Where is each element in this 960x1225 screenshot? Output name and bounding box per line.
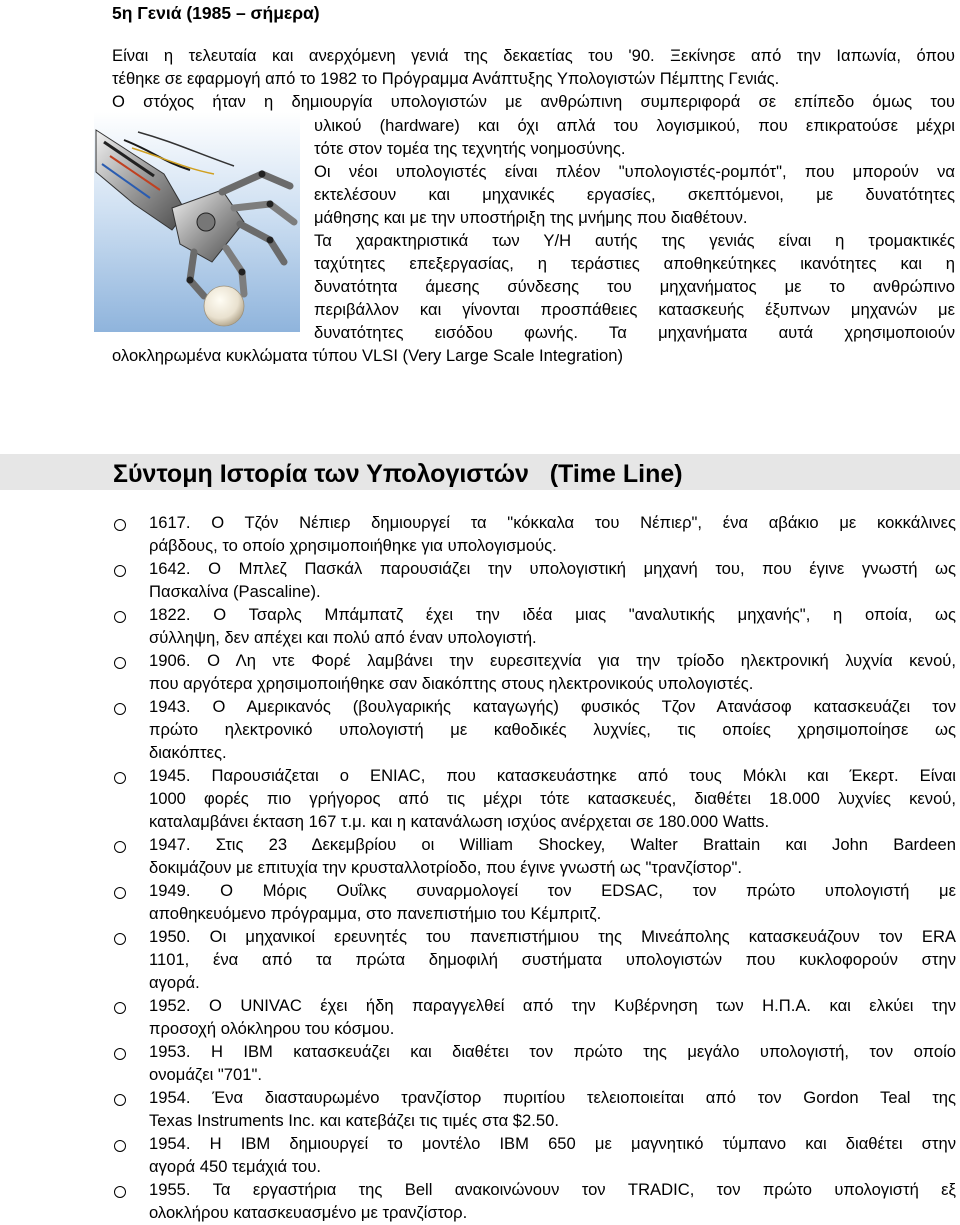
bullet-icon bbox=[114, 703, 126, 715]
intro-line: περιβάλλον και γίνονται προσπάθειες κατασκευής έξυπνων μηχανών με bbox=[314, 300, 955, 319]
timeline-item-line: διακόπτες. bbox=[149, 743, 227, 762]
timeline-item-line: 1822. Ο Τσαρλς Μπάμπατζ έχει την ιδέα μιας "αναλυτικής μηχανής", η οποία, ως bbox=[149, 605, 956, 624]
section-title: 5η Γενιά (1985 – σήμερα) bbox=[112, 3, 320, 23]
timeline-item-line: πρώτο ηλεκτρονικό υπολογιστή με καθοδικές λυχνίες, τις οποίες χρησιμοποίησε ως bbox=[149, 720, 956, 739]
bullet-icon bbox=[114, 565, 126, 577]
bullet-icon bbox=[114, 841, 126, 853]
timeline-item-line: σύλληψη, δεν απέχει και πολύ από έναν υπολογιστή. bbox=[149, 628, 537, 647]
intro-line: τότε στον τομέα της τεχνητής νοημοσύνης. bbox=[314, 139, 626, 158]
timeline-item-line: αγορά. bbox=[149, 973, 200, 992]
timeline-item-line: ονομάζει "701". bbox=[149, 1065, 262, 1084]
timeline-item-line: ολοκλήρου κατασκευασμένο με τρανζίστορ. bbox=[149, 1203, 468, 1222]
timeline-item-line: Texas Instruments Inc. και κατεβάζει τις τιμές στα $2.50. bbox=[149, 1111, 559, 1130]
timeline-item-line: που αργότερα χρησιμοποιήθηκε σαν διακόπτης στους ηλεκτρονικούς υπολογιστές. bbox=[149, 674, 754, 693]
timeline-item-line: προσοχή ολόκληρου του κόσμου. bbox=[149, 1019, 395, 1038]
timeline-item-line: 1642. Ο Μπλεζ Πασκάλ παρουσιάζει την υπολογιστική μηχανή του, που έγινε γνωστή ως bbox=[149, 559, 956, 578]
timeline-item-line: 1950. Οι μηχανικοί ερευνητές του πανεπιστήμιου της Μινεάπολης κατασκευάζουν τον ERA bbox=[149, 927, 956, 946]
bullet-icon bbox=[114, 1186, 126, 1198]
timeline-item-line: 1954. Ένα διασταυρωμένο τρανζίστορ πυριτίου τελειοποιείται από τον Gordon Teal της bbox=[149, 1088, 956, 1107]
timeline-item-line: Πασκαλίνα (Pascaline). bbox=[149, 582, 321, 601]
timeline-item-line: 1943. Ο Αμερικανός (βουλγαρικής καταγωγής) φυσικός Τζον Ατανάσοφ κατασκευάζει τον bbox=[149, 697, 956, 716]
intro-line: τέθηκε σε εφαρμογή από το 1982 το Πρόγραμμα Ανάπτυξης Υπολογιστών Πέμπτης Γενιάς. bbox=[112, 69, 780, 88]
bullet-icon bbox=[114, 1140, 126, 1152]
bullet-icon bbox=[114, 1094, 126, 1106]
timeline-item-line: 1000 φορές πιο γρήγορος από τις μέχρι τότε κατασκευές, διαθέτει 18.000 λυχνίες κενού, bbox=[149, 789, 956, 808]
timeline-item-line: 1101, ένα από τα πρώτα δημοφιλή συστήματα υπολογιστών που κυκλοφορούν στην bbox=[149, 950, 956, 969]
intro-line: εκτελέσουν και μηχανικές εργασίες, σκεπτόμενοι, με δυνατότητες bbox=[314, 185, 955, 204]
intro-line: Οι νέοι υπολογιστές είναι πλέον "υπολογιστές-ρομπότ", που μπορούν να bbox=[314, 162, 955, 181]
intro-line: ταχύτητες επεξεργασίας, η τεράστιες αποθηκεύτηκες ικανότητες και η bbox=[314, 254, 955, 273]
timeline-item-line: δοκιμάζουν με επιτυχία την κρυσταλλοτρίοδο, που έγινε γνωστή ως "τρανζίστορ". bbox=[149, 858, 743, 877]
intro-line: ολοκληρωμένα κυκλώματα τύπου VLSI (Very Large Scale Integration) bbox=[112, 346, 624, 365]
timeline-item-line: 1617. Ο Τζόν Νέπιερ δημιουργεί τα "κόκκαλα του Νέπιερ", ένα αβάκιο με κοκκάλινες bbox=[149, 513, 956, 532]
timeline-item-line: 1949. Ο Μόρις Ουΐλκς συναρμολογεί τον EDSAC, τον πρώτο υπολογιστή με bbox=[149, 881, 956, 900]
intro-line: δυνατότητες εισόδου φωνής. Τα μηχανήματα αυτά χρησιμοποιούν bbox=[314, 323, 955, 342]
intro-line: Τα χαρακτηριστικά των Υ/Η αυτής της γενιάς είναι η τρομακτικές bbox=[314, 231, 955, 250]
intro-line: Ο στόχος ήταν η δημιουργία υπολογιστών με ανθρώπινη συμπεριφορά σε επίπεδο όμως του bbox=[112, 92, 955, 111]
intro-line: μάθησης και με την υποστήριξη της μνήμης που διαθέτουν. bbox=[314, 208, 748, 227]
timeline-item-line: 1945. Παρουσιάζεται ο ENIAC, που κατασκευάστηκε από τους Μόκλι και Έκερτ. Είναι bbox=[149, 766, 956, 785]
intro-line: Είναι η τελευταία και ανερχόμενη γενιά της δεκαετίας του '90. Ξεκίνησε από την Ιαπωνία, όπου bbox=[112, 46, 955, 65]
timeline-heading: Σύντομη Ιστορία των Υπολογιστών (Time Line) bbox=[113, 460, 683, 488]
bullet-icon bbox=[114, 772, 126, 784]
timeline-item-line: 1947. Στις 23 Δεκεμβρίου οι William Shockey, Walter Brattain και John Bardeen bbox=[149, 835, 956, 854]
intro-line: υλικού (hardware) και όχι απλά του λογισμικού, που επικρατούσε μέχρι bbox=[314, 116, 955, 135]
intro-line: δυνατότητα άμεσης σύνδεσης του μηχανήματος με το ανθρώπινο bbox=[314, 277, 955, 296]
timeline-item-line: 1955. Τα εργαστήρια της Bell ανακοινώνουν τον TRADIC, τον πρώτο υπολογιστή εξ bbox=[149, 1180, 956, 1199]
bullet-icon bbox=[114, 887, 126, 899]
bullet-icon bbox=[114, 657, 126, 669]
timeline-item-line: αγορά 450 τεμάχιά του. bbox=[149, 1157, 321, 1176]
timeline-item-line: ράβδους, το οποίο χρησιμοποιήθηκε για υπολογισμούς. bbox=[149, 536, 557, 555]
timeline-item-line: 1954. Η IBM δημιουργεί το μοντέλο IBM 650 με μαγνητικό τύμπανο και διαθέτει στην bbox=[149, 1134, 956, 1153]
bullet-icon bbox=[114, 1002, 126, 1014]
bullet-icon bbox=[114, 519, 126, 531]
timeline-item-line: καταλαμβάνει έκταση 167 τ.μ. και η κατανάλωση ισχύος ανέρχεται σε 180.000 Watts. bbox=[149, 812, 770, 831]
bullet-icon bbox=[114, 611, 126, 623]
robot-hand-image bbox=[94, 112, 300, 332]
timeline-item-line: αποθηκευόμενο πρόγραμμα, στο πανεπιστήμιο του Κέμπριτζ. bbox=[149, 904, 602, 923]
bullet-icon bbox=[114, 933, 126, 945]
timeline-item-line: 1906. Ο Λη ντε Φορέ λαμβάνει την ευρεσιτεχνία για την τρίοδο ηλεκτρονική λυχνία κενού, bbox=[149, 651, 956, 670]
timeline-item-line: 1953. Η IBM κατασκευάζει και διαθέτει τον πρώτο της μεγάλο υπολογιστή, τον οποίο bbox=[149, 1042, 956, 1061]
timeline-item-line: 1952. Ο UNIVAC έχει ήδη παραγγελθεί από την Κυβέρνηση των Η.Π.Α. και ελκύει την bbox=[149, 996, 956, 1015]
bullet-icon bbox=[114, 1048, 126, 1060]
